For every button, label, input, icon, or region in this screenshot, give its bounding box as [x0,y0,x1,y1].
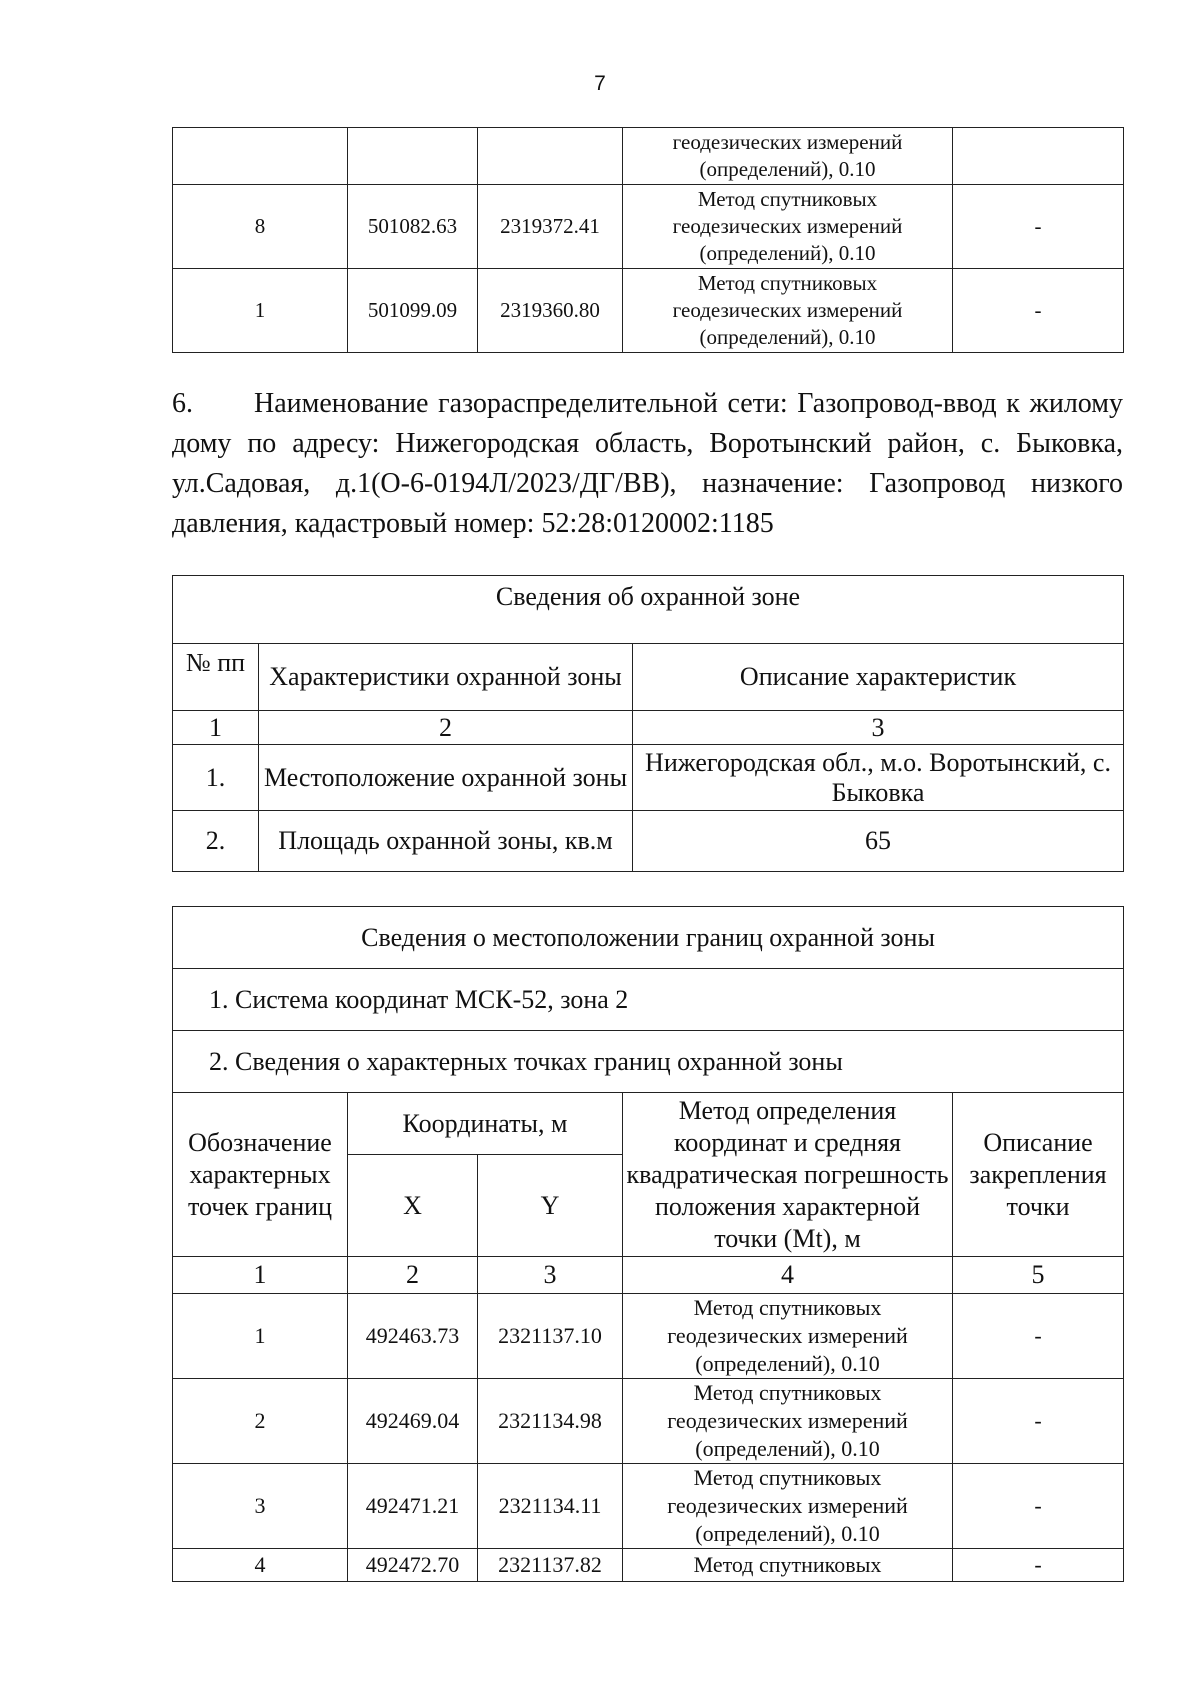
method-line: геодезических измерений [672,214,903,238]
zone-row-name: Местоположение охранной зоны [259,745,633,811]
boundary-coordinates-table [172,906,1124,1582]
section-number: 6. [172,388,193,419]
method-line: Метод спутниковых [693,1295,882,1320]
points-title: 2. Сведения о характерных точках границ охранной зоны [173,1031,1124,1093]
zone-row-value: Нижегородская обл., м.о. Воротынский, с. Быковка [633,745,1124,811]
method-line: (определений), 0.10 [699,241,876,265]
fix-description: - [953,1294,1124,1379]
page-number: 7 [594,72,606,95]
method-line: (определений), 0.10 [695,1436,880,1461]
table-row [173,1294,1124,1379]
method-line: геодезических измерений [672,130,903,154]
point-id: 1 [173,269,348,353]
zone-table-title: Сведения об охранной зоне [173,576,1124,644]
header-method: Метод определения координат и средняя квадратическая погрешность положения характерной точки (Mt), м [623,1093,953,1257]
section-6-paragraph [172,384,1123,544]
method-line: (определений), 0.10 [699,157,876,181]
point-id [173,128,348,185]
fix-description [953,128,1124,185]
header-y: Y [478,1155,623,1257]
point-id: 1 [173,1294,348,1379]
coords-index-cell: 2 [348,1257,478,1294]
method-line: геодезических измерений [667,1493,908,1518]
zone-row-value: 65 [633,811,1124,872]
section-text: Наименование газораспределительной сети: Газопровод-ввод к жилому дому по адресу: Нижегородская область, Воротынский район, с. Быковка, ул.Садовая, д.1(О-6-0194Л/2023/ДГ/ВВ), назначение: Газопровод низкого давления, кадастровый номер: 52:28:0120002:1185 [172,388,1123,539]
table-row [173,1549,1124,1582]
zone-index-cell: 1 [173,711,259,745]
y-coordinate: 2321134.98 [478,1379,623,1464]
y-coordinate: 2319360.80 [478,269,623,353]
coords-table-title: Сведения о местоположении границ охранной зоны [173,907,1124,969]
zone-header-description: Описание характеристик [633,644,1124,711]
coords-index-cell: 5 [953,1257,1124,1294]
point-id: 4 [173,1549,348,1582]
table-row [173,128,1124,185]
zone-row-name: Площадь охранной зоны, кв.м [259,811,633,872]
method-line: Метод спутниковых [693,1380,882,1405]
method-line: Метод спутниковых [697,271,878,295]
y-coordinate: 2321137.10 [478,1294,623,1379]
coords-index-cell: 4 [623,1257,953,1294]
coords-index-cell: 1 [173,1257,348,1294]
x-coordinate [348,128,478,185]
method-line: Метод спутниковых [693,1465,882,1490]
table-row [173,185,1124,269]
method-cell [623,1379,953,1464]
y-coordinate: 2319372.41 [478,185,623,269]
method-line: Метод спутниковых [693,1552,882,1577]
method-line: геодезических измерений [672,298,903,322]
method-cell [623,1464,953,1549]
x-coordinate: 501082.63 [348,185,478,269]
zone-row-num: 1. [173,745,259,811]
fix-description: - [953,269,1124,353]
method-line: (определений), 0.10 [699,325,876,349]
method-cell [623,1294,953,1379]
method-cell [623,185,953,269]
y-coordinate: 2321134.11 [478,1464,623,1549]
fix-description: - [953,185,1124,269]
method-line: геодезических измерений [667,1323,908,1348]
table-row [173,1379,1124,1464]
method-line: геодезических измерений [667,1408,908,1433]
x-coordinate: 492463.73 [348,1294,478,1379]
y-coordinate: 2321137.82 [478,1549,623,1582]
method-line: (определений), 0.10 [695,1351,880,1376]
point-id: 8 [173,185,348,269]
zone-info-table [172,575,1124,872]
method-cell [623,128,953,185]
table-row [173,1464,1124,1549]
zone-header-characteristics: Характеристики охранной зоны [259,644,633,711]
fix-description: - [953,1379,1124,1464]
method-cell [623,1549,953,1582]
header-coordinates: Координаты, м [348,1093,623,1155]
zone-index-cell: 3 [633,711,1124,745]
x-coordinate: 492472.70 [348,1549,478,1582]
zone-header-num: № пп [173,644,259,711]
zone-row-num: 2. [173,811,259,872]
fix-description: - [953,1464,1124,1549]
x-coordinate: 492469.04 [348,1379,478,1464]
method-line: Метод спутниковых [697,187,878,211]
method-cell [623,269,953,353]
point-id: 2 [173,1379,348,1464]
x-coordinate: 501099.09 [348,269,478,353]
coordinates-table-continuation [172,127,1124,353]
fix-description: - [953,1549,1124,1582]
coords-index-cell: 3 [478,1257,623,1294]
x-coordinate: 492471.21 [348,1464,478,1549]
header-point: Обозначение характерных точек границ [173,1093,348,1257]
header-x: X [348,1155,478,1257]
zone-index-cell: 2 [259,711,633,745]
header-fix: Описание закрепления точки [953,1093,1124,1257]
coordinate-system: 1. Система координат МСК-52, зона 2 [173,969,1124,1031]
point-id: 3 [173,1464,348,1549]
table-row [173,269,1124,353]
y-coordinate [478,128,623,185]
method-line: (определений), 0.10 [695,1521,880,1546]
